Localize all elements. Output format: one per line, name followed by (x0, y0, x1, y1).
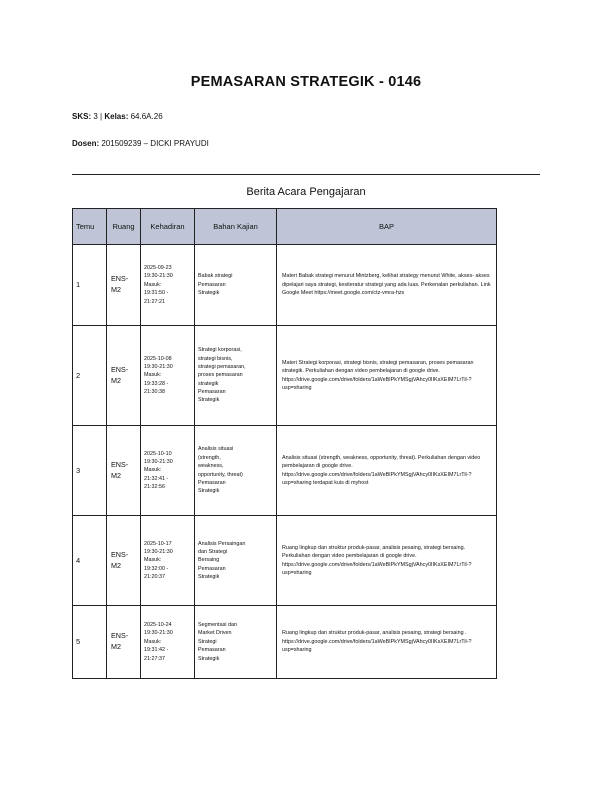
table-row (73, 606, 497, 679)
kehadiran-cell (141, 245, 195, 326)
sks-label: SKS: (72, 112, 92, 121)
kehadiran-in: 19:32:00 - (144, 565, 169, 572)
bahan-kajian-cell (195, 326, 277, 426)
kehadiran-schedule: 19:30-21:30 (144, 273, 173, 280)
column-header-bahan-kajian: Bahan Kajian (195, 209, 277, 245)
ruang-cell: ENS-M2 (107, 326, 141, 426)
bahan-kajian-text: Strategi korporasi, strategi bisnis, strategi pemasaran, proses pemasaran strategik Pemasaran Strategik (198, 347, 246, 404)
dosen-value: 201509239 – DICKI PRAYUDI (101, 139, 209, 148)
table-row (73, 245, 497, 326)
kehadiran-schedule: 19:30-21:30 (144, 548, 173, 555)
sks-value: 3 (93, 112, 98, 121)
course-meta (72, 112, 163, 121)
table-header-row (73, 209, 497, 245)
kehadiran-in: 21:32:41 - (144, 475, 169, 482)
kehadiran-label: Masuk: (144, 638, 162, 645)
column-header-kehadiran: Kehadiran (141, 209, 195, 245)
horizontal-divider (72, 174, 540, 175)
kehadiran-label: Masuk: (144, 467, 162, 474)
bahan-kajian-text: Babak strategi Pemasaran Strategik (198, 273, 233, 297)
kelas-label: Kelas: (104, 112, 129, 121)
ruang-cell: ENS-M2 (107, 516, 141, 606)
bahan-kajian-cell (195, 245, 277, 326)
column-header-temu: Temu (73, 209, 107, 245)
table-row (73, 516, 497, 606)
bahan-kajian-text: Segmentasi dan Market Driven Strategi Pemasaran Strategik (198, 622, 237, 662)
bap-cell (277, 326, 497, 426)
kehadiran-cell (141, 326, 195, 426)
kehadiran-date: 2025-10-17 (144, 540, 172, 547)
bap-text: Ruang lingkup dan struktur produk-pasar, analisis pesaing, strategi bersaing. Perkuliahan dengan video pembelajaran di google drive. https://drive.google.com/drive/folders/1aWeBIPkYMSgjVAhcy0IIKsXEIM7LrTil-?usp=sharing (282, 544, 472, 576)
temu-cell: 4 (73, 516, 107, 606)
kehadiran-cell (141, 516, 195, 606)
kehadiran-in: 19:31:50 - (144, 290, 169, 297)
ruang-cell: ENS-M2 (107, 426, 141, 516)
kehadiran-schedule: 19:30-21:30 (144, 458, 173, 465)
kehadiran-label: Masuk: (144, 557, 162, 564)
bap-text: Materi Strategi korporasi, strategi bisnis, strategi pemasaran, proses pemasaran strategik. Perkuliahan dengan video pembelajaran di google drive. https://drive.google.com/drive/folders/1aWeBIPkYMSgjVAhcy0IIKsXEIM7LrTil-?usp=sharing (282, 359, 474, 391)
column-header-ruang: Ruang (107, 209, 141, 245)
kehadiran-out: 21:27:21 (144, 298, 165, 305)
temu-cell: 1 (73, 245, 107, 326)
kehadiran-date: 2025-10-08 (144, 355, 172, 362)
kehadiran-date: 2025-10-24 (144, 622, 172, 629)
bahan-kajian-cell (195, 426, 277, 516)
column-header-bap: BAP (277, 209, 497, 245)
lecturer-meta (72, 139, 209, 148)
bahan-kajian-text: Analisis Persaingan dan Strategi Bersaing Pemasaran Strategik (198, 540, 246, 581)
page-title: PEMASARAN STRATEGIK - 0146 (190, 74, 422, 90)
kehadiran-label: Masuk: (144, 372, 162, 379)
kehadiran-cell (141, 606, 195, 679)
ruang-cell: ENS-M2 (107, 606, 141, 679)
bap-cell (277, 245, 497, 326)
dosen-label: Dosen: (72, 139, 100, 148)
bap-text: Ruang lingkup dan struktur produk-pasar, analisis pesaing, strategi bersaing . https://drive.google.com/drive/folders/1aWeBIPkYMSgjVAhcy0IIKsXEIM7LrTil-?usp=sharing (282, 630, 472, 654)
temu-cell: 5 (73, 606, 107, 679)
bahan-kajian-text: Analisis situasi (strength, weakness, opportunity, threat) Pemasaran Strategik (198, 446, 243, 495)
bap-cell (277, 516, 497, 606)
kehadiran-cell (141, 426, 195, 516)
kehadiran-schedule: 19:30-21:30 (144, 630, 173, 637)
temu-cell: 3 (73, 426, 107, 516)
bahan-kajian-cell (195, 606, 277, 679)
kehadiran-out: 21:30:38 (144, 389, 165, 396)
kehadiran-out: 21:32:56 (144, 484, 165, 491)
kehadiran-schedule: 19:30-21:30 (144, 363, 173, 370)
kehadiran-out: 21:27:37 (144, 655, 165, 662)
kehadiran-in: 19:33:28 - (144, 380, 169, 387)
kehadiran-date: 2025-10-10 (144, 450, 172, 457)
kehadiran-date: 2025-09-23 (144, 265, 172, 272)
meta-separator: | (100, 112, 103, 121)
bahan-kajian-cell (195, 516, 277, 606)
ruang-cell: ENS-M2 (107, 245, 141, 326)
bap-text: Analisis situasi (strength, weakness, opportunity, threat). Perkuliahan dengan video pembelajaran di google drive. https://drive.google.com/drive/folders/1aWeBIPkYMSgjVAhcy0IIKsXEIM7LrTil-?usp=sharing terdapat kuis di myhost (282, 454, 481, 486)
table-row (73, 426, 497, 516)
kelas-value: 64.6A.26 (130, 112, 163, 121)
bap-cell (277, 606, 497, 679)
kehadiran-label: Masuk: (144, 281, 162, 288)
bap-table (72, 208, 497, 679)
bap-text: Materi Babak strategi menurut Mintzberg, kelihat strategy menurut White, akses- akses dipelajari saya strategi, kesiteratur strategi yang ada luas. Perkenalan perkuliahan. Link Google Meet https://meet.google.com/ctz-vmra-hzs (282, 273, 491, 297)
section-title: Berita Acara Pengajaran (246, 186, 366, 198)
table-row (73, 326, 497, 426)
temu-cell: 2 (73, 326, 107, 426)
kehadiran-out: 21:20:37 (144, 574, 165, 581)
kehadiran-in: 19:31:42 - (144, 647, 169, 654)
bap-cell (277, 426, 497, 516)
